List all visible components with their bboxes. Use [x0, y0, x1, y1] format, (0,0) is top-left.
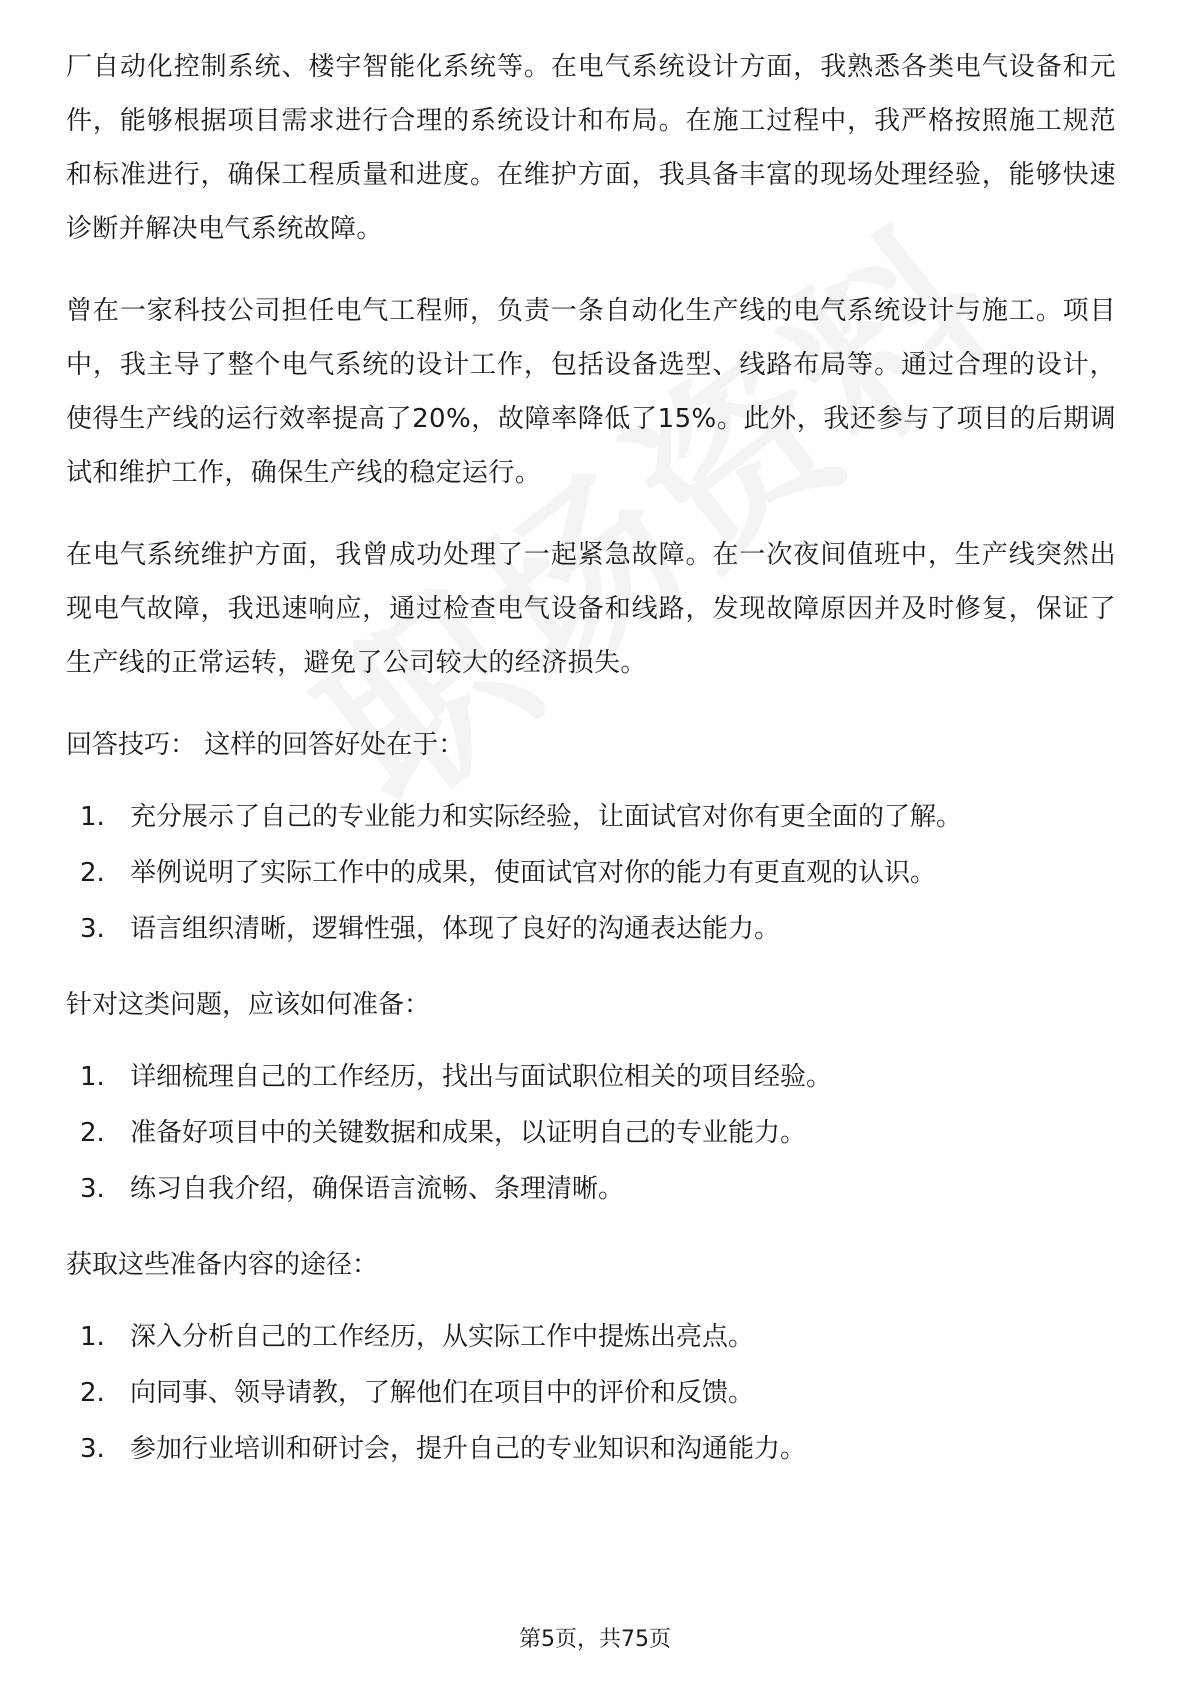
list-item-text: 深入分析自己的工作经历，从实际工作中提炼出亮点。	[130, 1322, 755, 1352]
list-item-text: 详细梳理自己的工作经历，找出与面试职位相关的项目经验。	[130, 1062, 833, 1092]
paragraph: 曾在一家科技公司担任电气工程师，负责一条自动化生产线的电气系统设计与施工。项目中，我主导了整个电气系统的设计工作，包括设备选型、线路布局等。通过合理的设计，使得生产线的运行效率提高了20%，故障率降低了15%。此外，我还参与了项目的后期调试和维护工作，确保生产线的稳定运行。	[66, 296, 1116, 488]
list-number: 1.	[80, 1322, 105, 1352]
list-number: 1.	[80, 802, 105, 832]
paragraph: 厂自动化控制系统、楼宇智能化系统等。在电气系统设计方面，我熟悉各类电气设备和元件，能够根据项目需求进行合理的系统设计和布局。在施工过程中，我严格按照施工规范和标准进行，确保工程质量和进度。在维护方面，我具备丰富的现场处理经验，能够快速诊断并解决电气系统故障。	[66, 52, 1116, 244]
numbered-list	[66, 1310, 1116, 1476]
section-heading: 获取这些准备内容的途径：	[66, 1250, 379, 1280]
section-how-to-prepare	[66, 978, 1116, 1216]
list-item	[66, 1310, 1116, 1364]
list-item-text: 语言组织清晰，逻辑性强，体现了良好的沟通表达能力。	[130, 914, 781, 944]
list-item-text: 参加行业培训和研讨会，提升自己的专业知识和沟通能力。	[130, 1434, 807, 1464]
section-heading: 针对这类问题，应该如何准备：	[66, 990, 431, 1020]
list-number: 3.	[80, 1434, 105, 1464]
page-footer	[0, 1622, 1190, 1653]
paragraph: 在电气系统维护方面，我曾成功处理了一起紧急故障。在一次夜间值班中，生产线突然出现电气故障，我迅速响应，通过检查电气设备和线路，发现故障原因并及时修复，保证了生产线的正常运转，避免了公司较大的经济损失。	[66, 540, 1116, 678]
list-item	[66, 1162, 1116, 1216]
list-number: 2.	[80, 1118, 105, 1148]
list-item	[66, 790, 1116, 844]
list-item	[66, 1366, 1116, 1420]
section-heading: 回答技巧： 这样的回答好处在于：	[66, 730, 465, 760]
list-number: 2.	[80, 1378, 105, 1408]
list-item-text: 练习自我介绍，确保语言流畅、条理清晰。	[130, 1174, 625, 1204]
list-item	[66, 1422, 1116, 1476]
numbered-list	[66, 790, 1116, 956]
list-item	[66, 902, 1116, 956]
list-item-text: 准备好项目中的关键数据和成果，以证明自己的专业能力。	[130, 1118, 807, 1148]
section-preparation-sources	[66, 1238, 1116, 1476]
list-number: 2.	[80, 858, 105, 888]
list-number: 3.	[80, 1174, 105, 1204]
list-number: 3.	[80, 914, 105, 944]
list-item-text: 举例说明了实际工作中的成果，使面试官对你的能力有更直观的认识。	[130, 858, 937, 888]
numbered-list	[66, 1050, 1116, 1216]
section-answer-tips	[66, 718, 1116, 956]
page-number: 第5页，共75页	[519, 1627, 671, 1652]
list-item	[66, 1106, 1116, 1160]
list-item	[66, 846, 1116, 900]
list-item	[66, 1050, 1116, 1104]
list-number: 1.	[80, 1062, 105, 1092]
list-item-text: 充分展示了自己的专业能力和实际经验，让面试官对你有更全面的了解。	[130, 802, 963, 832]
document-page	[66, 40, 1116, 1498]
list-item-text: 向同事、领导请教，了解他们在项目中的评价和反馈。	[130, 1378, 755, 1408]
